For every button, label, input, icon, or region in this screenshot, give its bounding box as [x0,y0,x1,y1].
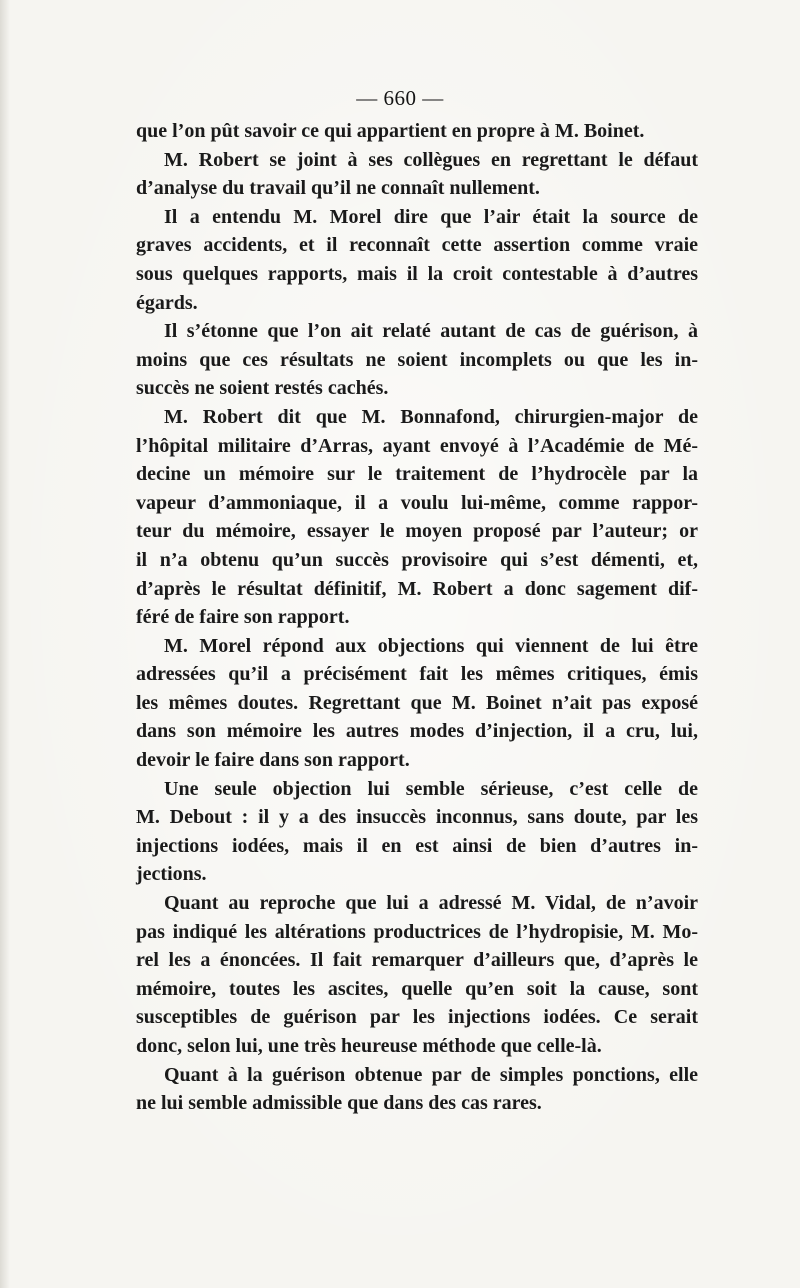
page-number: — 660 — [356,86,444,110]
text-line: Une seule objection lui semble sérieuse, c’est celle de [164,777,698,800]
text-line: susceptibles de guérison par les injections iodées. Ce serait [136,1006,698,1029]
text-line: jections. [136,863,207,886]
text-line: M. Morel répond aux objections qui viennent de lui être [164,634,698,657]
text-line: M. Robert dit que M. Bonnafond, chirurgien-major de [164,405,698,428]
text-line: injections iodées, mais il en est ainsi de bien d’autres in- [136,834,698,857]
text-line: dans son mémoire les autres modes d’injection, il a cru, lui, [136,720,698,743]
body-text [136,117,698,1118]
text-line: l’hôpital militaire d’Arras, ayant envoyé à l’Académie de Mé- [136,434,698,457]
text-line: que l’on pût savoir ce qui appartient en propre à M. Boinet. [136,120,645,142]
text-line: graves accidents, et il reconnaît cette assertion comme vraie [136,234,698,257]
text-line: adressées qu’il a précisément fait les mêmes critiques, émis [136,663,698,686]
text-line: pas indiqué les altérations productrices de l’hydropisie, M. Mo- [136,920,698,943]
text-line: égards. [136,291,198,314]
text-line: succès ne soient restés cachés. [136,377,389,400]
text-line: donc, selon lui, une très heureuse méthode que celle-là. [136,1035,602,1057]
text-line: vapeur d’ammoniaque, il a voulu lui-même, comme rappor- [136,491,698,514]
text-line: Il s’étonne que l’on ait relaté autant de cas de guérison, à [164,320,698,343]
page-edge-shadow [0,0,10,1288]
text-line: devoir le faire dans son rapport. [136,749,410,772]
text-line: decine un mémoire sur le traitement de l’hydrocèle par la [136,463,698,486]
text-line: Quant au reproche que lui a adressé M. Vidal, de n’avoir [164,892,698,915]
text-line: ne lui semble admissible que dans des cas rares. [136,1092,542,1115]
text-line: sous quelques rapports, mais il la croit contestable à d’autres [136,262,698,285]
text-line: les mêmes doutes. Regrettant que M. Boinet n’ait pas exposé [136,691,698,714]
text-line: teur du mémoire, essayer le moyen proposé par l’auteur; or [136,520,698,543]
text-line: M. Robert se joint à ses collègues en regrettant le défaut [164,148,698,171]
text-line: il n’a obtenu qu’un succès provisoire qui s’est démenti, et, [136,548,698,571]
text-line: rel les a énoncées. Il fait remarquer d’ailleurs que, d’après le [136,949,698,972]
text-line: M. Debout : il y a des insuccès inconnus, sans doute, par les [136,806,698,829]
text-line: Il a entendu M. Morel dire que l’air était la source de [164,205,698,228]
text-line: d’après le résultat définitif, M. Robert a donc sagement dif- [136,577,698,600]
text-line: mémoire, toutes les ascites, quelle qu’en soit la cause, sont [136,977,698,1000]
text-line: Quant à la guérison obtenue par de simples ponctions, elle [164,1063,698,1086]
text-line: d’analyse du travail qu’il ne connaît nullement. [136,177,540,200]
text-line: moins que ces résultats ne soient incomplets ou que les in- [136,348,698,371]
text-line: féré de faire son rapport. [136,606,350,629]
